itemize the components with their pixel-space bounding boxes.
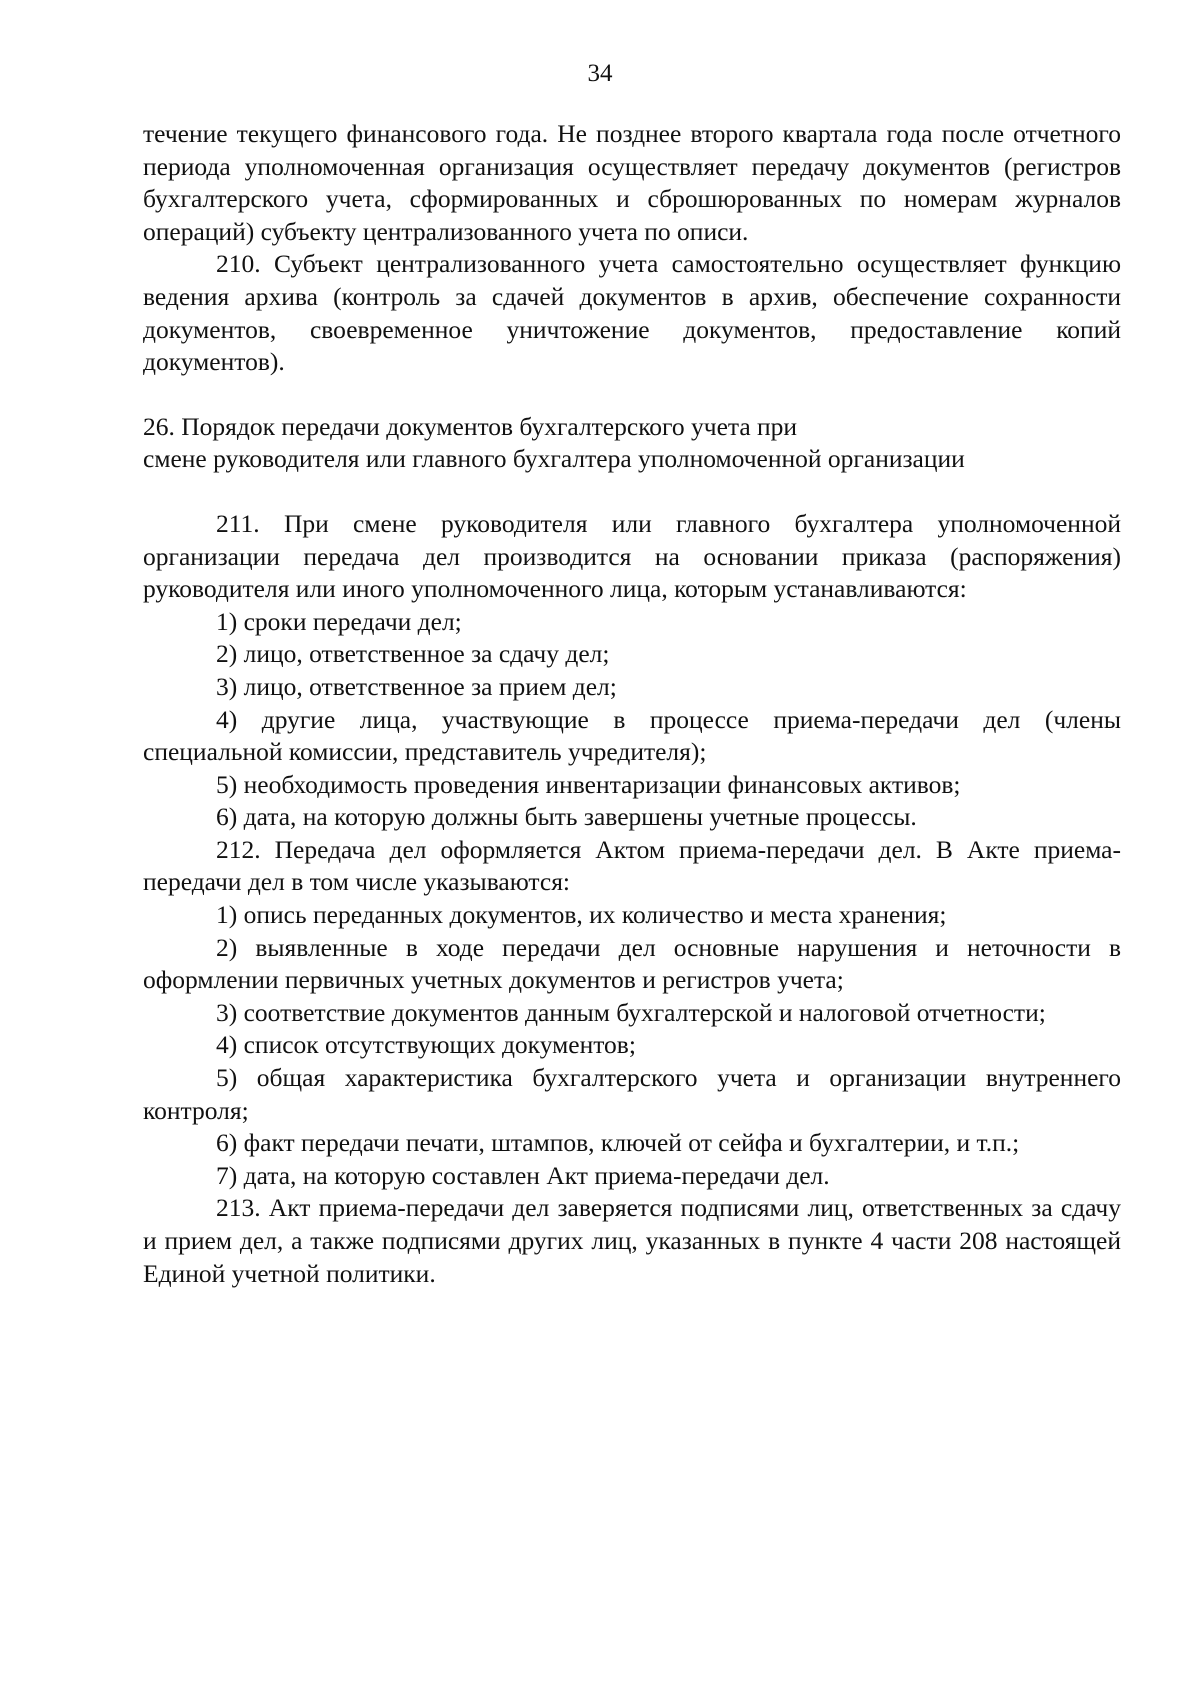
- page-number: 34: [587, 60, 613, 87]
- section-title-line-1: 26. Порядок передачи документов бухгалтерского учета при: [143, 411, 798, 441]
- paragraph-212: 212. Передача дел оформляется Актом приема-передачи дел. В Акте приема-передачи дел в том числе указываются:: [143, 834, 1121, 897]
- paragraph-continuation: течение текущего финансового года. Не позднее второго квартала года после отчетного периода уполномоченная организация осуществляет передачу документов (регистров бухгалтерского учета, сформированных и сброшюрованных по номерам журналов операций) субъекту централизованного учета по описи.: [143, 119, 1121, 246]
- list-item-212-3: 3) соответствие документов данным бухгалтерской и налоговой отчетности;: [216, 997, 1046, 1027]
- list-item-211-3: 3) лицо, ответственное за прием дел;: [216, 671, 617, 701]
- list-item-211-5: 5) необходимость проведения инвентаризации финансовых активов;: [216, 769, 961, 799]
- list-item-212-5: 5) общая характеристика бухгалтерского учета и организации внутреннего контроля;: [143, 1063, 1121, 1125]
- list-item-212-1: 1) опись переданных документов, их количество и места хранения;: [216, 900, 947, 930]
- paragraph-210: 210. Субъект централизованного учета самостоятельно осуществляет функцию ведения архива (контроль за сдачей документов в архив, обеспечение сохранности документов, своевременное уничтожение документов, предоставление копий документов).: [143, 249, 1121, 377]
- paragraph-211: 211. При смене руководителя или главного бухгалтера уполномоченной организации передача дел производится на основании приказа (распоряжения) руководителя или иного уполномоченного лица, которым устанавливаются:: [143, 508, 1121, 604]
- section-title-line-2: смене руководителя или главного бухгалтера уполномоченной организации: [143, 444, 965, 474]
- document-body: [143, 118, 1121, 1290]
- list-item-211-6: 6) дата, на которую должны быть завершены учетные процессы.: [216, 802, 917, 832]
- list-item-212-7: 7) дата, на которую составлен Акт приема-передачи дел.: [216, 1160, 830, 1190]
- list-item-212-6: 6) факт передачи печати, штампов, ключей от сейфа и бухгалтерии, и т.п.;: [216, 1128, 1020, 1158]
- paragraph-213: 213. Акт приема-передачи дел заверяется подписями лиц, ответственных за сдачу и прием дел, а также подписями других лиц, указанных в пункте 4 части 208 настоящей Единой учетной политики.: [143, 1193, 1121, 1288]
- list-item-211-2: 2) лицо, ответственное за сдачу дел;: [216, 639, 610, 669]
- list-item-211-1: 1) сроки передачи дел;: [216, 606, 462, 636]
- list-item-212-2: 2) выявленные в ходе передачи дел основные нарушения и неточности в оформлении первичных учетных документов и регистров учета;: [143, 932, 1121, 995]
- list-item-211-4: 4) другие лица, участвующие в процессе приема-передачи дел (члены специальной комиссии, представитель учредителя);: [143, 704, 1121, 767]
- list-item-212-4: 4) список отсутствующих документов;: [216, 1030, 636, 1060]
